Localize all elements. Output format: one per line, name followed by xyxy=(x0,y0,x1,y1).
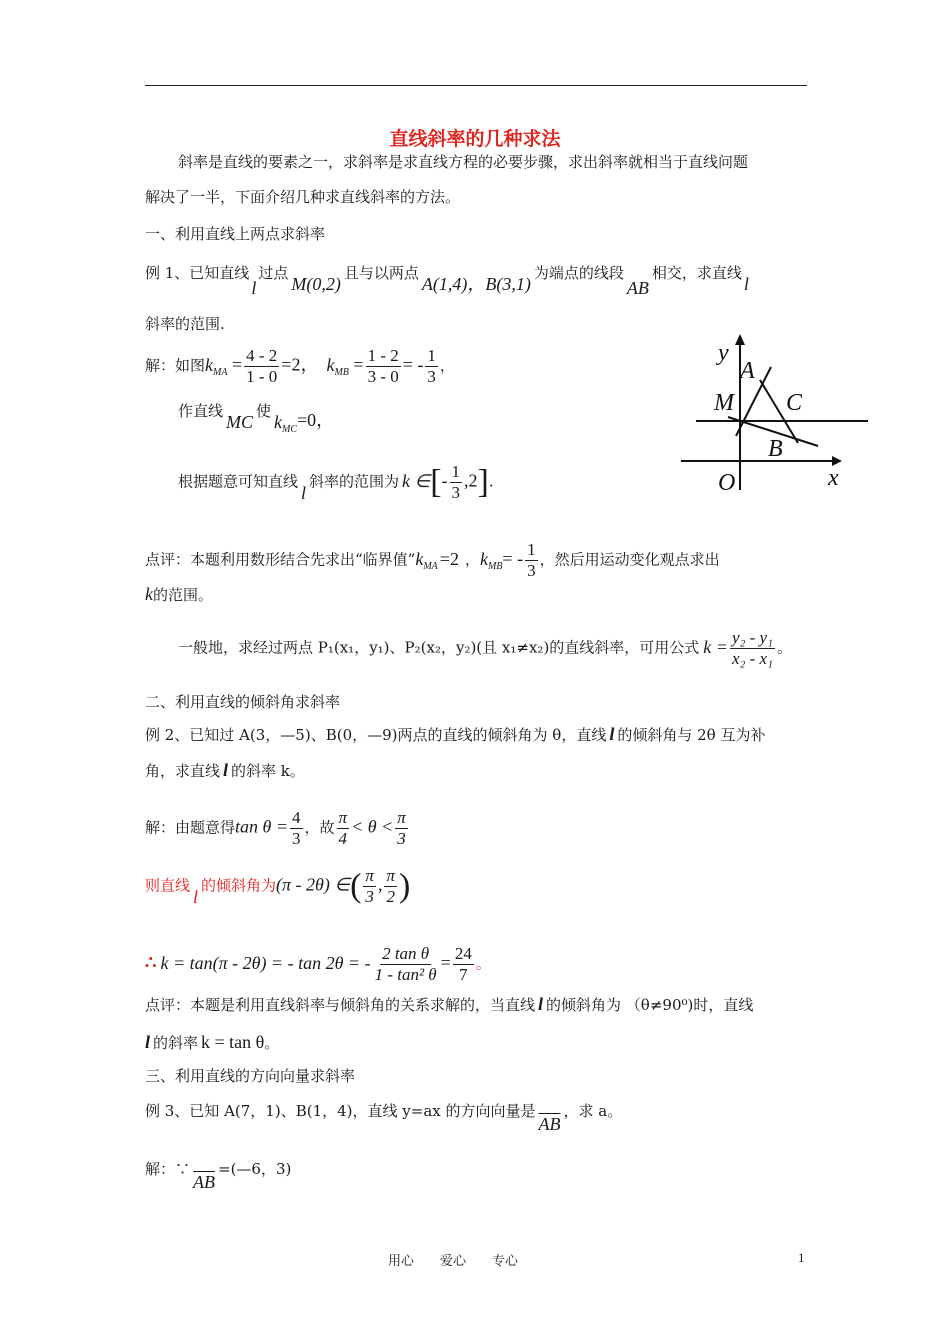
eq-two: =2， xyxy=(281,354,319,375)
example-2-line-2: 角，求直线 l 的斜率 k。 xyxy=(145,760,305,780)
ex1-prefix: 例 1、已知直线 xyxy=(145,264,250,282)
fraction-result: $\frac{24}{7}$ xyxy=(454,944,472,984)
fraction-mb: $\frac{1 - 2}{3 - 0}$ xyxy=(367,346,399,386)
k-ma: $k_{MA}$ xyxy=(415,548,438,572)
slope-formula: $\frac{\text{y₂ - y₁}}{\text{x₂ - x₁}}$ xyxy=(731,628,774,668)
label-o: O xyxy=(718,470,736,496)
line-l: l xyxy=(743,274,749,294)
line-l: l xyxy=(609,724,615,744)
section-2-heading: 二、利用直线的倾斜角求斜率 xyxy=(145,693,341,711)
label-b: B xyxy=(768,436,783,462)
fraction-range: $\frac{1}{3}$ xyxy=(451,462,461,502)
label-c: C xyxy=(786,390,803,416)
k-mc: $k_{MC}$ xyxy=(274,412,298,435)
page-title: 直线斜率的几种求法 xyxy=(389,128,561,150)
comment-2-line-2: l 的斜率 k = tan θ。 xyxy=(145,1032,280,1052)
label-m: M xyxy=(714,390,734,416)
point-m: M(0,2) xyxy=(291,274,341,294)
ex1-through: 过点 xyxy=(258,264,289,282)
k-mb: $k_{MB}$ xyxy=(479,548,503,572)
line-l: l xyxy=(223,760,229,780)
points-ab: A(1,4)，B(3,1) xyxy=(421,274,531,294)
label-a: A xyxy=(740,358,755,384)
ex1-intersect: 相交，求直线 xyxy=(651,264,742,282)
vector-ab: $\overline{AB}$ xyxy=(538,1114,561,1134)
fraction-tan-double: $\frac{\text{2 tan θ}}{\text{1 - tan² θ}}$ xyxy=(374,944,437,984)
label-x: x xyxy=(828,465,839,491)
vector-ab: $\overline{AB}$ xyxy=(193,1172,216,1192)
k-mb: $k_{MB}$ xyxy=(326,354,349,378)
fraction-pi-three: $\frac{\pi}{3}$ xyxy=(397,808,406,848)
solution-1-line-2: 作直线MC使$k_{MC}=0$， xyxy=(178,402,335,435)
section-3-heading: 三、利用直线的方向向量求斜率 xyxy=(145,1067,356,1085)
line-l: l xyxy=(193,886,199,907)
sol1-label: 解：如图 xyxy=(145,356,206,375)
fraction-pi-three: $\frac{\pi}{3}$ xyxy=(365,866,374,906)
ex1-seg: 为端点的线段 xyxy=(533,264,624,282)
line-l: l xyxy=(145,1032,151,1052)
fraction-pi-two: $\frac{\pi}{2}$ xyxy=(386,866,395,906)
coordinate-figure xyxy=(678,330,873,500)
intro-line-1: 斜率是直线的要素之一，求斜率是求直线方程的必要步骤，求出斜率就相当于直线问题 xyxy=(178,153,749,171)
header-rule xyxy=(145,85,807,86)
solution-2-line-1: 解：由题意得tan θ = $\frac{4}{3}$ ，故 $\frac{\pi}{4}$ < θ < $\frac{\pi}{3}$ xyxy=(145,808,406,848)
comment-1: 点评：本题利用数形结合先求出“临界值$”k_{MA} =2$ ，$k_{MB}=$ - $\frac{1}{3}$ ，然后用运动变化观点求出 xyxy=(145,540,720,580)
solution-1-line-3: 根据题意可知直线l斜率的范围为 k ∈[- $\frac{1}{3}$ ,2]. xyxy=(178,462,494,503)
line-l: l xyxy=(251,278,257,298)
comment-2-line-1: 点评：本题是利用直线斜率与倾斜角的关系求解的，当直线 l 的倾斜角为 （θ≠90⁰)时，直线 xyxy=(145,994,754,1014)
page-footer: 用心 爱心 专心 xyxy=(388,1254,519,1269)
label-y: y xyxy=(718,340,729,366)
example-1 xyxy=(145,262,751,298)
fraction-ma: $\frac{4 - 2}{1 - 0}$ xyxy=(246,346,278,386)
page-number: 1 xyxy=(798,1250,805,1265)
line-mc: MC xyxy=(226,412,254,432)
fraction-four-thirds: $\frac{4}{3}$ xyxy=(292,808,301,848)
solution-3: 解：$\because\overline{AB}=(—6$，3) xyxy=(145,1160,292,1192)
fraction-one-third: $\frac{1}{3}$ xyxy=(427,346,436,386)
example-2-line-1: 例 2、已知过 A(3，—5)、B(0，—9)两点的直线的倾斜角为 θ，直线 l 的倾斜角与 2θ 互为补 xyxy=(145,724,766,744)
solution-1-line-1: 解：如图$k_{MA}$ = $\frac{4 - 2}{1 - 0}$ =2， $k_{MB}$ = $\frac{1 - 2}{3 - 0}$ = - $\frac{1}{3}$ ， xyxy=(145,346,455,386)
ex1-tail: 斜率的范围. xyxy=(145,315,225,333)
k-ma: $k_{MA}$ xyxy=(205,354,228,378)
y-axis-arrow xyxy=(735,334,745,345)
k-in: k ∈ xyxy=(402,470,431,491)
intro-line-2: 解决了一半，下面介绍几种求直线斜率的方法。 xyxy=(145,188,461,206)
line-l: l xyxy=(301,482,307,503)
example-3: 例 3、已知 A(7，1)、B(1，4)，直线 y=ax 的方向向量是$\overline{AB}$，求 a。 xyxy=(145,1102,623,1134)
red-statement: 则直线l的倾斜角为(π - 2θ) ∈( $\frac{\pi}{3}$ , $\frac{\pi}{2}$ ) xyxy=(145,866,411,907)
comment-1-line-2: k的范围。 xyxy=(145,584,214,604)
section-1-heading: 一、利用直线上两点求斜率 xyxy=(145,225,326,243)
k-derivation: ∴ k = tan(π - 2θ) = - tan 2θ = - $\frac{\text{2 tan θ}}{\text{1 - tan² θ}}$ = $\frac{24}{7}$ 。 xyxy=(145,944,491,984)
general-formula: 一般地，求经过两点 P₁(x₁，y₁)、P₂(x₂，y₂)(且 x₁≠x₂)的直线斜率，可用公式 k = $\frac{\text{y₂ - y₁}}{\text{x₂ - x₁}}$ 。 xyxy=(178,628,793,668)
line-l: l xyxy=(538,994,544,1014)
ex1-and: 且与以两点 xyxy=(343,264,419,282)
fraction-one-third: $\frac{1}{3}$ xyxy=(527,540,536,580)
fraction-pi-four: $\frac{\pi}{4}$ xyxy=(338,808,348,848)
segment-ab: AB xyxy=(626,278,649,298)
